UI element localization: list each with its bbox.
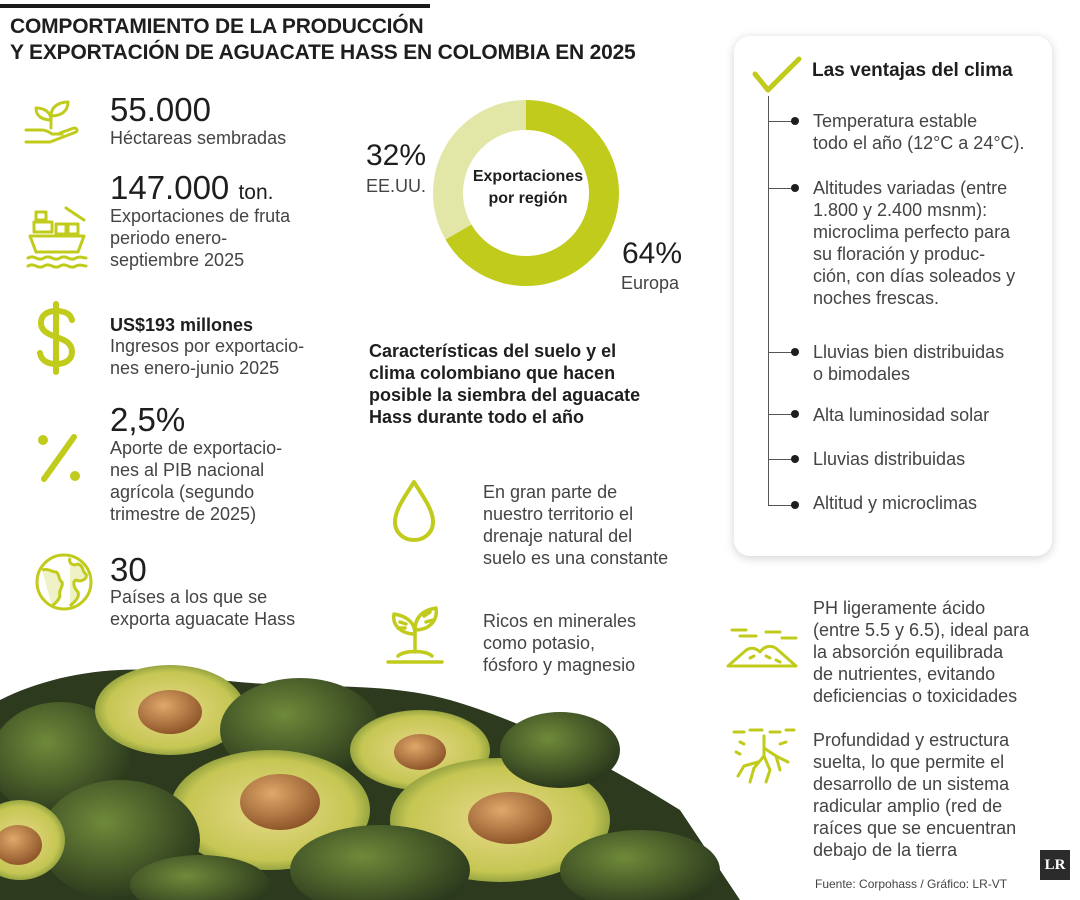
soil-heading: Características del suelo y el clima colombiano que hacen posible la siembra del aguacate Hass durante todo el año: [369, 341, 641, 427]
hectares-value: 55.000: [110, 91, 211, 128]
soil-item-minerals: Ricos en minerales como potasio, fósforo y magnesio: [483, 611, 637, 675]
plant-hand-icon: [22, 98, 80, 148]
revenue-value: US$193 millones: [110, 315, 254, 335]
advantage-bullet: [791, 501, 799, 509]
source-credit: Fuente: Corpohass / Gráfico: LR-VT: [815, 877, 1008, 891]
dollar-icon: [34, 300, 78, 376]
exports-value: 147.000 ton.: [110, 169, 274, 206]
advantage-bullet: [791, 410, 799, 418]
advantage-item-luminosity: Alta luminosidad solar: [813, 405, 990, 425]
advantage-bullet: [791, 117, 799, 125]
water-drop-icon: [390, 478, 438, 544]
advantage-bullet: [791, 348, 799, 356]
advantage-bullet: [791, 184, 799, 192]
top-rule: [0, 4, 430, 8]
advantage-item-rain-bimodal: Lluvias bien distribuidas o bimodales: [813, 342, 1005, 384]
slice-europe-label: Europa: [621, 273, 680, 293]
advantages-timeline: [768, 96, 769, 506]
exports-label: Exportaciones de fruta periodo enero- septiembre 2025: [110, 206, 291, 270]
advantage-bullet: [791, 455, 799, 463]
countries-label: Países a los que se exporta aguacate Hass: [110, 587, 296, 629]
gdp-label: Aporte de exportacio- nes al PIB nacional agrícola (segundo trimestre de 2025): [110, 438, 283, 524]
checkmark-icon: [752, 56, 802, 94]
countries-value: 30: [110, 551, 147, 588]
soil-item-roots: Profundidad y estructura suelta, lo que permite el desarrollo de un sistema radicular amplio (red de raíces que se encuentran debajo de la tierra: [813, 730, 1017, 860]
hectares-label: Héctareas sembradas: [110, 128, 287, 148]
slice-us-label: EE.UU.: [366, 176, 427, 196]
soil-item-ph: PH ligeramente ácido (entre 5.5 y 6.5), ideal para la absorción equilibrada de nutrientes, evitando deficiencias o toxicidades: [813, 598, 1030, 706]
globe-icon: [34, 552, 94, 612]
revenue-label: Ingresos por exportacio- nes enero-junio 2025: [110, 336, 305, 378]
advantage-item-temperature: Temperatura estable todo el año (12°C a 24°C).: [813, 111, 1025, 153]
exports-unit: ton.: [238, 181, 274, 204]
gdp-value: 2,5%: [110, 401, 186, 438]
lr-logo: LR: [1040, 850, 1070, 880]
percent-icon: [36, 432, 82, 484]
climate-advantages-title: Las ventajas del clima: [812, 60, 1013, 81]
soil-item-drainage: En gran parte de nuestro territorio el drenaje natural del suelo es una constante: [483, 482, 669, 568]
slice-us-value: 32%: [366, 139, 427, 172]
advantage-item-microclimate: Altitud y microclimas: [813, 493, 978, 513]
avocado-photo: [0, 640, 740, 900]
cargo-ship-icon: [26, 206, 88, 270]
advantage-item-rain: Lluvias distribuidas: [813, 449, 966, 469]
page-title: COMPORTAMIENTO DE LA PRODUCCIÓN Y EXPORTACIÓN DE AGUACATE HASS EN COLOMBIA EN 2025: [10, 15, 636, 64]
donut-center-title: Exportaciones por región: [472, 168, 584, 207]
slice-europe-value: 64%: [622, 237, 683, 270]
advantage-item-altitude: Altitudes variadas (entre 1.800 y 2.400 msnm): microclima perfecto para su floración y produc- ción, con días soleados y noches frescas.: [813, 178, 1016, 308]
